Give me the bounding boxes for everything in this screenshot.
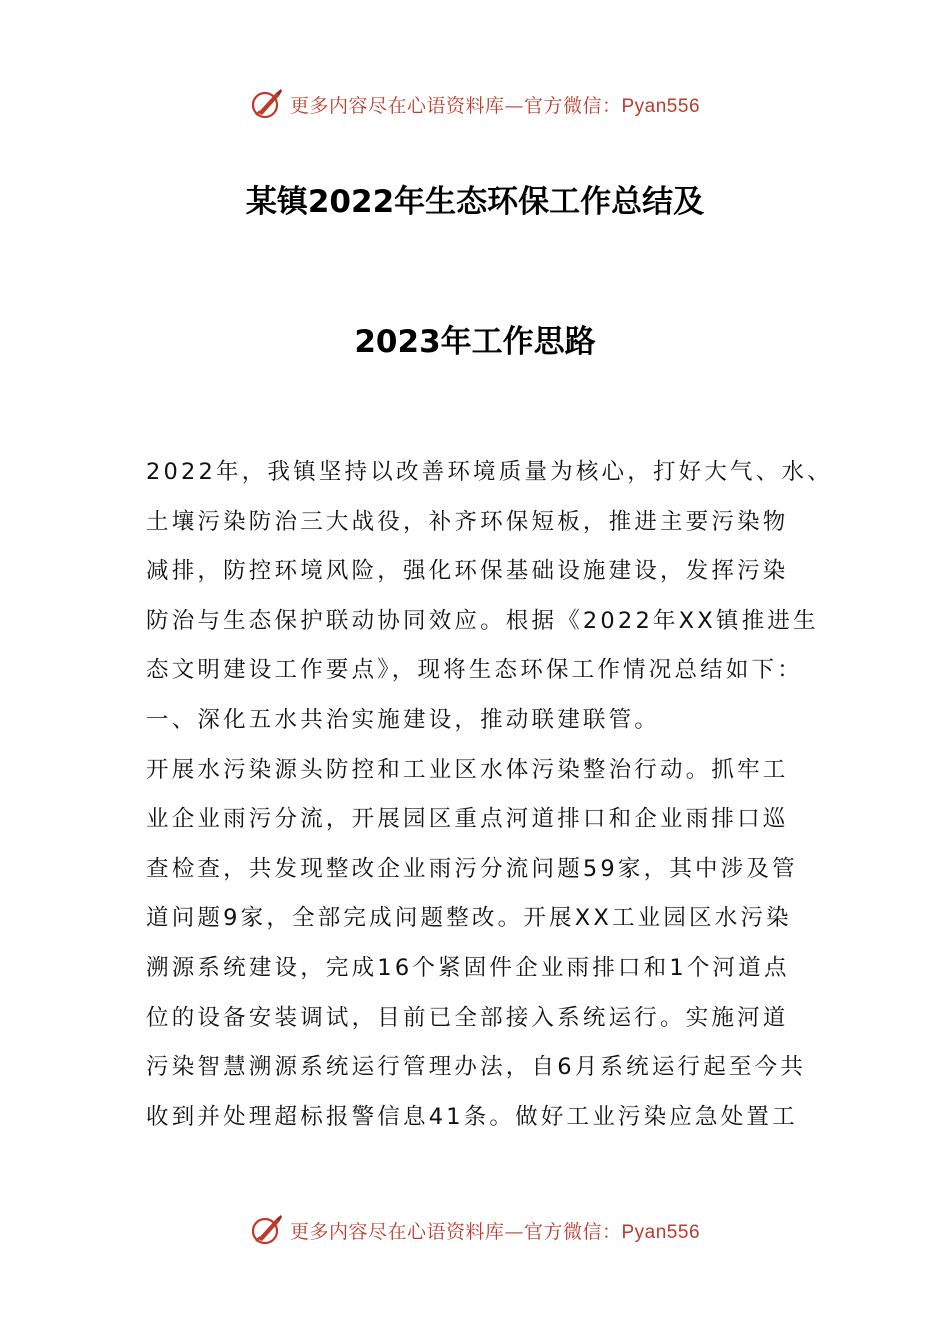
quill-pen-logo-icon (250, 1213, 284, 1247)
header-watermark-banner (0, 84, 950, 124)
body-line: 污染智慧溯源系统运行管理办法，自6月系统运行起至今共 (146, 1054, 807, 1081)
body-line: 收到并处理超标报警信息41条。做好工业污染应急处置工 (146, 1103, 798, 1130)
header-dash: — (504, 94, 524, 117)
body-line: 位的设备安装调试，目前已全部接入系统运行。实施河道 (146, 1004, 789, 1031)
body-line: 土壤污染防治三大战役，补齐环保短板，推进主要污染物 (146, 508, 789, 535)
body-line: 溯源系统建设，完成16个紧固件企业雨排口和1个河道点 (146, 954, 790, 981)
body-line: 防治与生态保护联动协同效应。根据《2022年XX镇推进生 (146, 607, 819, 634)
body-line: 2022年，我镇坚持以改善环境质量为核心，打好大气、水、 (146, 459, 833, 485)
quill-pen-logo-icon (250, 87, 284, 121)
body-line: 道问题9家，全部完成问题整改。开展XX工业园区水污染 (146, 905, 792, 932)
body-line: 业企业雨污分流，开展园区重点河道排口和企业雨排口巡 (146, 806, 789, 833)
header-account-id: Pyan556 (621, 95, 701, 117)
footer-watermark-banner (0, 1210, 950, 1250)
footer-dash: — (504, 1220, 524, 1243)
body-line: 开展水污染源头防控和工业区水体污染整治行动。抓牢工 (146, 756, 789, 783)
footer-wechat-label: 官方微信： (523, 1220, 622, 1243)
body-line: 减排，防控环境风险，强化环保基础设施建设，发挥污染 (146, 558, 789, 585)
section-heading: 一、深化五水共治实施建设，推动联建联管。 (146, 706, 661, 733)
document-title-line-1: 某镇2022年生态环保工作总结及 (245, 184, 705, 220)
header-banner-text (290, 91, 700, 118)
header-brand-text: 更多内容尽在心语资料库 (289, 94, 505, 117)
footer-banner-text (290, 1217, 700, 1244)
footer-account-id: Pyan556 (621, 1221, 701, 1243)
body-line: 态文明建设工作要点》，现将生态环保工作情况总结如下： (146, 657, 803, 684)
document-title-line-2: 2023年工作思路 (354, 324, 596, 360)
footer-brand-text: 更多内容尽在心语资料库 (289, 1220, 505, 1243)
body-line: 查检查，共发现整改企业雨污分流问题59家，其中涉及管 (146, 855, 798, 882)
header-wechat-label: 官方微信： (523, 94, 622, 117)
document-body (146, 448, 833, 1142)
